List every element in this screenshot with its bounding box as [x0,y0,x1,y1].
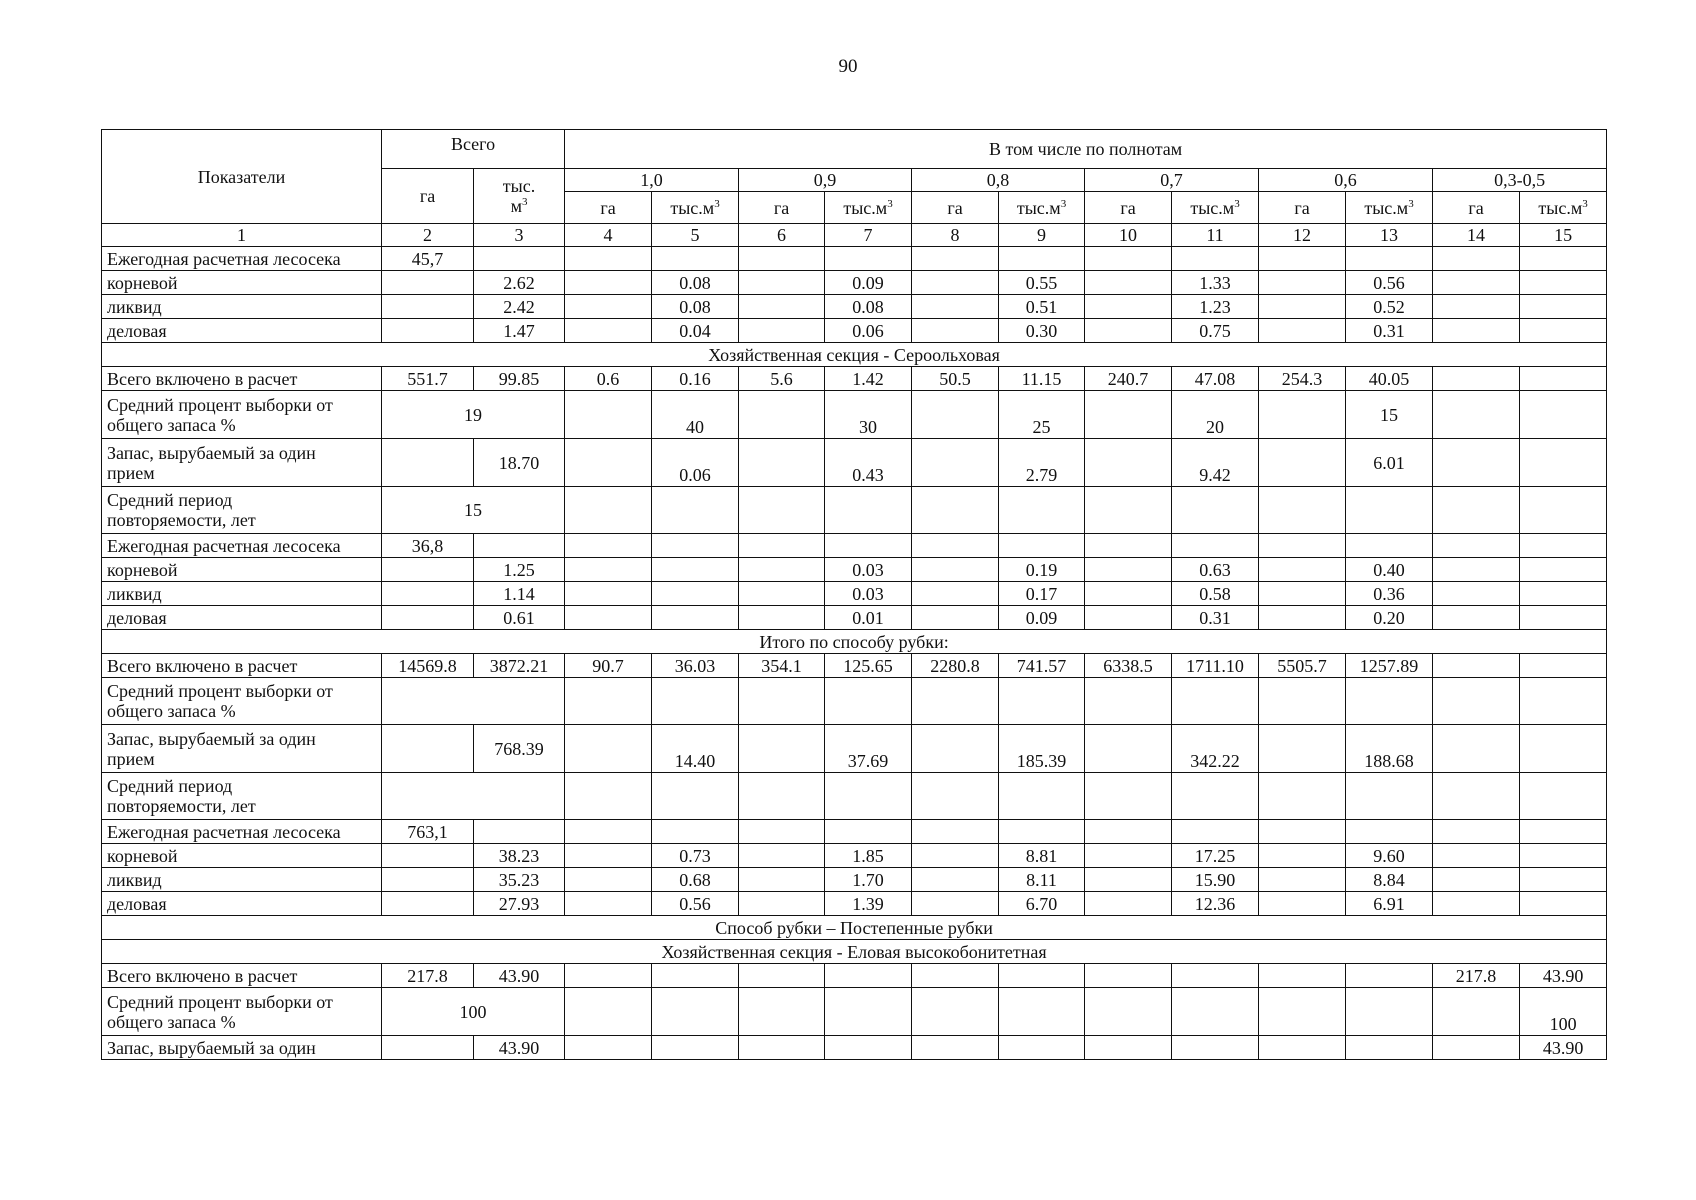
cell: 2280.8 [912,654,999,678]
cell: 0.19 [999,558,1085,582]
cell: 741.57 [999,654,1085,678]
unit-sup: 3 [1234,197,1240,210]
cell: 768.39 [474,725,565,773]
cell: 1.39 [825,892,912,916]
cell: 0.16 [652,367,739,391]
cell: 0.36 [1346,582,1433,606]
col-number: 9 [999,224,1085,247]
table-row [102,247,1607,271]
cell: 0.31 [1172,606,1259,630]
cell: 185.39 [999,725,1085,773]
row-label [102,773,382,820]
felling-table [101,129,1607,1060]
header-row-1 [102,130,1607,169]
unit-sup: 3 [1060,197,1067,210]
cell: 40.05 [1346,367,1433,391]
col-number: 15 [1520,224,1607,247]
row-label [102,391,382,439]
unit-tys [999,192,1085,224]
row-label-line: Запас, вырубаемый за один [107,728,316,749]
cell: 100 [1520,988,1607,1036]
density-group: 0,6 [1259,169,1433,192]
section-title-row [102,940,1607,964]
cell: 0.63 [1172,558,1259,582]
cell: 0.52 [1346,295,1433,319]
cell: 38.23 [474,844,565,868]
row-label [102,725,382,773]
col-number: 8 [912,224,999,247]
cell: 27.93 [474,892,565,916]
col-number: 4 [565,224,652,247]
cell: 0.09 [825,271,912,295]
row-label-line: Средний процент выборки от [107,394,333,415]
unit-sup: 3 [714,197,720,210]
cell: 254.3 [1259,367,1346,391]
cell: 50.5 [912,367,999,391]
density-group: 0,8 [912,169,1085,192]
table-row [102,773,1607,820]
cell: 0.08 [825,295,912,319]
unit-tys-text: тыс.м [1538,197,1583,218]
cell: 6.70 [999,892,1085,916]
header-total-ha: га [382,169,474,224]
header-incl-density: В том числе по полнотам [565,130,1607,169]
unit-tys [1346,192,1433,224]
unit-tys [652,192,739,224]
row-label: деловая [102,319,382,343]
col-number: 12 [1259,224,1346,247]
cell: 9.42 [1172,439,1259,487]
table-row [102,606,1607,630]
cell: 1711.10 [1172,654,1259,678]
cell: 0.40 [1346,558,1433,582]
row-label-line: повторяемости, лет [107,796,256,816]
row-label: деловая [102,606,382,630]
unit-tys [825,192,912,224]
cell: 0.08 [652,271,739,295]
row-label [102,988,382,1036]
cell: 217.8 [1433,964,1520,988]
cell: 35.23 [474,868,565,892]
table-row [102,534,1607,558]
cell: 14569.8 [382,654,474,678]
header-tys-b: м [510,196,522,216]
cell: 15 [382,487,565,534]
col-number: 13 [1346,224,1433,247]
cell: 17.25 [1172,844,1259,868]
section-title: Хозяйственная секция - Сероольховая [102,343,1607,367]
cell: 11.15 [999,367,1085,391]
cell: 1.25 [474,558,565,582]
cell: 0.56 [1346,271,1433,295]
section-title-row [102,343,1607,367]
table-row [102,1036,1607,1060]
cell: 0.30 [999,319,1085,343]
row-label-line: общего запаса % [107,1011,236,1032]
table-row [102,678,1607,725]
section-title-row [102,630,1607,654]
cell: 1.23 [1172,295,1259,319]
row-label: корневой [102,844,382,868]
table-row [102,868,1607,892]
row-label: Всего включено в расчет [102,654,382,678]
table-row [102,820,1607,844]
cell: 0.75 [1172,319,1259,343]
cell: 99.85 [474,367,565,391]
unit-ha: га [1433,192,1520,224]
density-group: 0,3-0,5 [1433,169,1607,192]
row-label-line: Запас, вырубаемый за один [107,442,316,463]
cell: 43.90 [474,964,565,988]
cell: 43.90 [474,1036,565,1060]
cell: 37.69 [825,725,912,773]
unit-ha: га [1085,192,1172,224]
unit-tys-text: тыс.м [670,197,715,218]
col-number: 6 [739,224,825,247]
cell: 15.90 [1172,868,1259,892]
cell: 5505.7 [1259,654,1346,678]
cell: 763,1 [382,820,474,844]
cell: 240.7 [1085,367,1172,391]
table-row [102,487,1607,534]
cell: 0.09 [999,606,1085,630]
cell: 8.11 [999,868,1085,892]
cell: 2.42 [474,295,565,319]
cell: 0.31 [1346,319,1433,343]
row-label [102,487,382,534]
cell: 40 [652,391,739,439]
cell: 0.68 [652,868,739,892]
table-row [102,964,1607,988]
cell: 14.40 [652,725,739,773]
cell: 188.68 [1346,725,1433,773]
cell: 6.91 [1346,892,1433,916]
cell: 551.7 [382,367,474,391]
unit-tys-text: тыс.м [1016,197,1061,218]
unit-tys [1520,192,1607,224]
unit-sup: 3 [887,197,893,210]
row-label-line: прием [107,748,155,769]
cell: 9.60 [1346,844,1433,868]
row-label: ликвид [102,295,382,319]
cell: 12.36 [1172,892,1259,916]
cell: 6338.5 [1085,654,1172,678]
cell: 1257.89 [1346,654,1433,678]
cell: 2.79 [999,439,1085,487]
density-group: 1,0 [565,169,739,192]
table-row [102,391,1607,439]
cell: 0.6 [565,367,652,391]
row-label: Всего включено в расчет [102,964,382,988]
row-label [102,439,382,487]
cell: 0.03 [825,582,912,606]
unit-tys-text: тыс.м [843,197,888,218]
row-label: корневой [102,271,382,295]
cell: 25 [999,391,1085,439]
row-label: ликвид [102,582,382,606]
row-label-line: Средний период [107,776,233,796]
row-label: Ежегодная расчетная лесосека [102,820,382,844]
cell: 0.04 [652,319,739,343]
header-tys-a: тыс. [502,176,536,196]
row-label: Всего включено в расчет [102,367,382,391]
col-number: 1 [102,224,382,247]
row-label-line: Средний процент выборки от [107,991,333,1012]
unit-tys [1172,192,1259,224]
row-label: Ежегодная расчетная лесосека [102,534,382,558]
section-title-row [102,916,1607,940]
cell: 0.06 [652,439,739,487]
table-row [102,367,1607,391]
cell: 0.01 [825,606,912,630]
cell: 125.65 [825,654,912,678]
cell: 43.90 [1520,964,1607,988]
cell: 1.47 [474,319,565,343]
row-label [102,678,382,725]
cell: 90.7 [565,654,652,678]
cell: 8.81 [999,844,1085,868]
cell: 0.61 [474,606,565,630]
table-row [102,988,1607,1036]
cell: 30 [825,391,912,439]
cell: 1.33 [1172,271,1259,295]
unit-ha: га [739,192,825,224]
cell: 6.01 [1346,439,1433,487]
column-numbers-row [102,224,1607,247]
col-number: 14 [1433,224,1520,247]
unit-sup: 3 [1582,197,1588,210]
density-group: 0,7 [1085,169,1259,192]
row-label: корневой [102,558,382,582]
unit-ha: га [1259,192,1346,224]
row-label-line: повторяемости, лет [107,510,256,530]
cell: 0.55 [999,271,1085,295]
page-number: 90 [838,56,858,77]
table-row [102,844,1607,868]
table-row [102,271,1607,295]
cell: 5.6 [739,367,825,391]
density-group: 0,9 [739,169,912,192]
method-title: Способ рубки – Постепенные рубки [102,916,1607,940]
cell: 36,8 [382,534,474,558]
cell: 342.22 [1172,725,1259,773]
table-row [102,892,1607,916]
cell: 100 [382,988,565,1036]
table-row [102,295,1607,319]
cell: 0.03 [825,558,912,582]
unit-tys-text: тыс.м [1190,197,1235,218]
cell: 2.62 [474,271,565,295]
cell: 1.42 [825,367,912,391]
row-label-line: общего запаса % [107,701,236,721]
cell: 1.70 [825,868,912,892]
col-number: 10 [1085,224,1172,247]
cell: 0.20 [1346,606,1433,630]
cell: 19 [382,391,565,439]
section-title: Хозяйственная секция - Еловая высокобонитетная [102,940,1607,964]
row-label-line: Средний период [107,490,233,510]
cell: 45,7 [382,247,474,271]
cell: 0.51 [999,295,1085,319]
col-number: 7 [825,224,912,247]
header-total: Всего [382,130,565,169]
header-tys-sup: 3 [521,196,528,208]
col-number: 5 [652,224,739,247]
row-label: деловая [102,892,382,916]
row-label: Запас, вырубаемый за один [102,1036,382,1060]
cell: 0.73 [652,844,739,868]
col-number: 2 [382,224,474,247]
section-title: Итого по способу рубки: [102,630,1607,654]
col-number: 11 [1172,224,1259,247]
row-label-line: прием [107,462,155,483]
cell: 0.43 [825,439,912,487]
cell: 0.56 [652,892,739,916]
unit-tys-text: тыс.м [1364,197,1409,218]
cell: 18.70 [474,439,565,487]
header-total-tys [474,169,565,224]
cell: 20 [1172,391,1259,439]
cell: 8.84 [1346,868,1433,892]
cell: 354.1 [739,654,825,678]
cell: 1.14 [474,582,565,606]
cell: 217.8 [382,964,474,988]
cell: 0.08 [652,295,739,319]
cell: 15 [1346,391,1433,439]
cell: 3872.21 [474,654,565,678]
cell: 0.17 [999,582,1085,606]
table-row [102,582,1607,606]
cell: 0.58 [1172,582,1259,606]
cell: 47.08 [1172,367,1259,391]
cell: 36.03 [652,654,739,678]
row-label-line: Средний процент выборки от [107,681,333,701]
table-row [102,439,1607,487]
table-row [102,558,1607,582]
unit-ha: га [912,192,999,224]
row-label: Ежегодная расчетная лесосека [102,247,382,271]
unit-ha: га [565,192,652,224]
row-label: ликвид [102,868,382,892]
header-indicators: Показатели [102,130,382,224]
cell: 43.90 [1520,1036,1607,1060]
row-label-line: общего запаса % [107,414,236,435]
col-number: 3 [474,224,565,247]
cell: 1.85 [825,844,912,868]
unit-sup: 3 [1408,197,1414,210]
cell: 0.06 [825,319,912,343]
table-row [102,725,1607,773]
table-row [102,654,1607,678]
table-row [102,319,1607,343]
